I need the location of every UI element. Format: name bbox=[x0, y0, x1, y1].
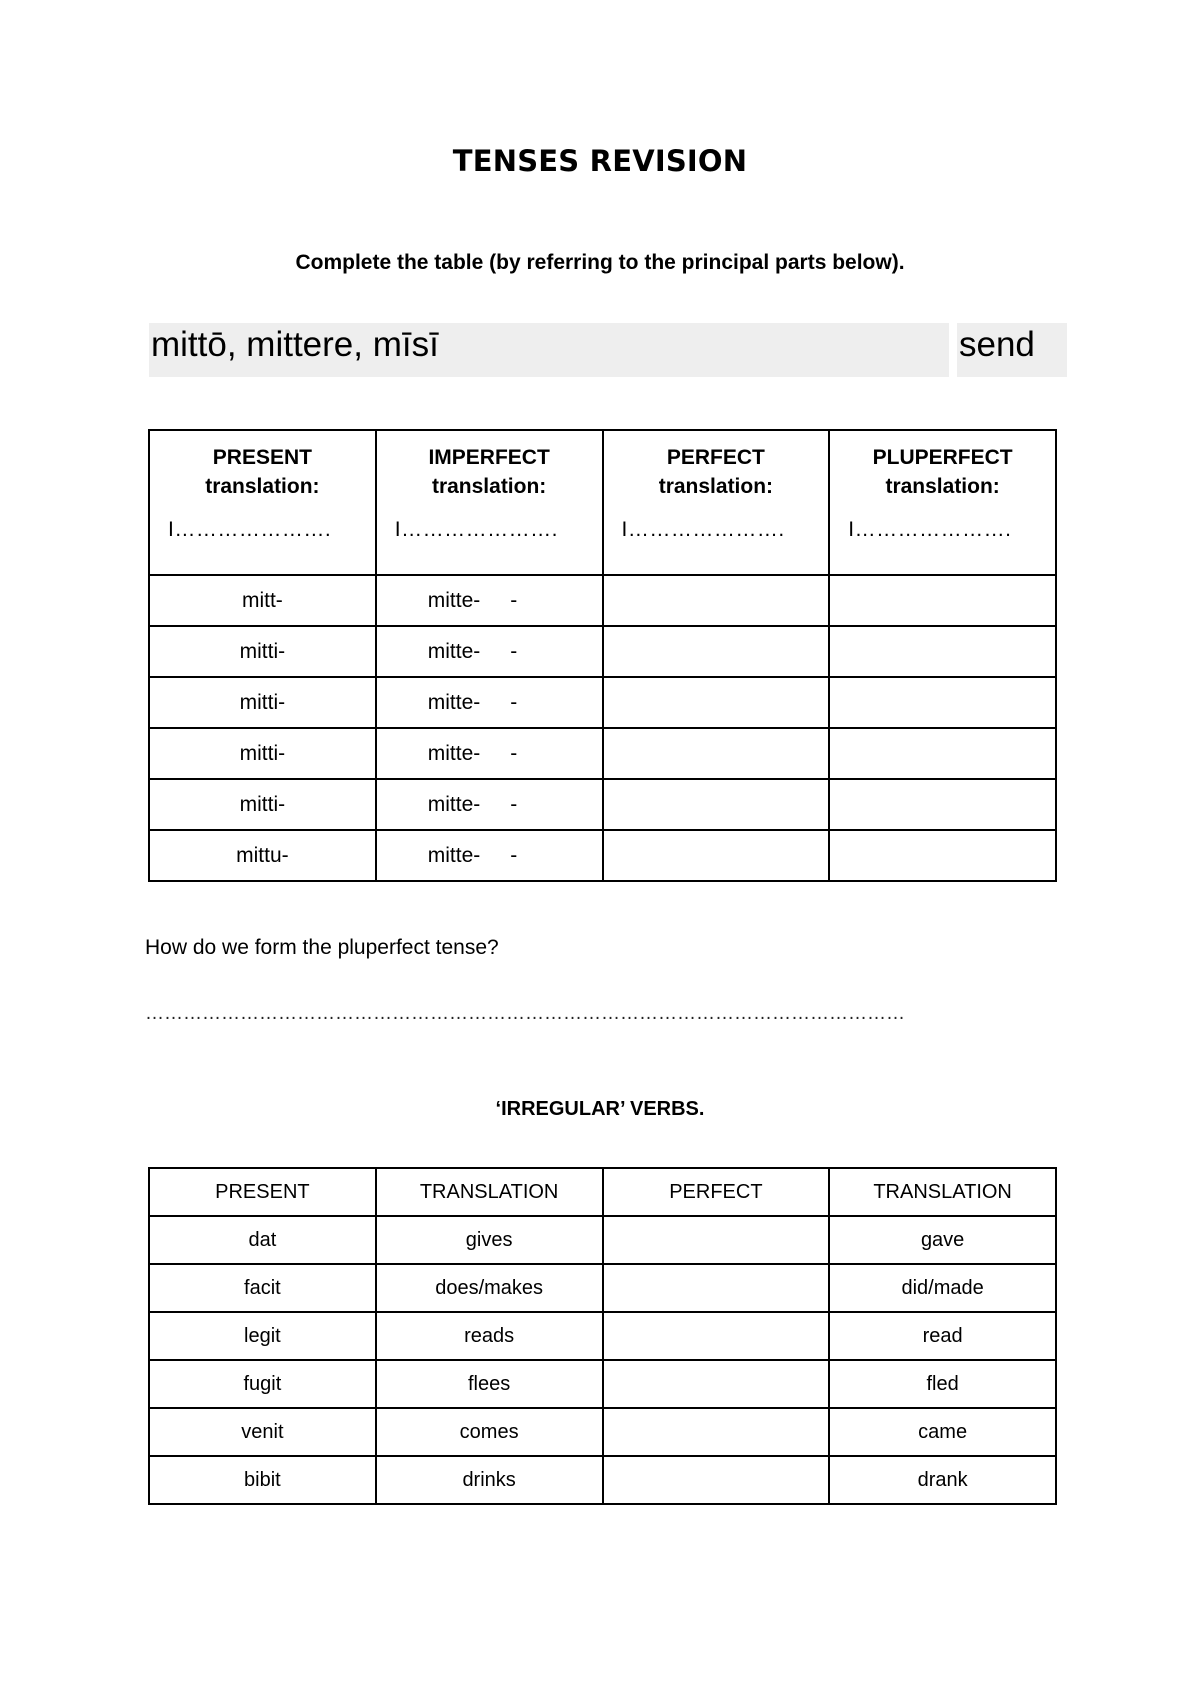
imperfect-stem: mitte- bbox=[427, 843, 481, 867]
present-translation-cell: drinks bbox=[376, 1456, 603, 1504]
perfect-answer-cell[interactable] bbox=[603, 1264, 830, 1312]
table-row bbox=[149, 728, 1056, 779]
perfect-answer-cell[interactable] bbox=[603, 779, 830, 830]
header-translation: TRANSLATION bbox=[829, 1168, 1056, 1216]
ending-blank[interactable]: - bbox=[510, 741, 518, 765]
imperfect-stem: mitte- bbox=[427, 639, 481, 663]
perfect-answer-cell[interactable] bbox=[603, 1216, 830, 1264]
perfect-translation-cell: gave bbox=[829, 1216, 1056, 1264]
header-tense: IMPERFECT bbox=[428, 446, 550, 469]
perfect-translation-cell: drank bbox=[829, 1456, 1056, 1504]
ending-blank[interactable]: - bbox=[510, 843, 518, 867]
table-row bbox=[149, 1264, 1056, 1312]
present-verb-cell: legit bbox=[149, 1312, 376, 1360]
perfect-translation-cell: fled bbox=[829, 1360, 1056, 1408]
ending-blank[interactable]: - bbox=[510, 639, 518, 663]
imperfect-stem: mitte- bbox=[427, 588, 481, 612]
tenses-table-header-row bbox=[149, 430, 1056, 575]
header-label: translation: bbox=[431, 475, 547, 498]
header-perfect: PERFECT bbox=[603, 1168, 830, 1216]
answer-line[interactable]: ………………………………………………………………………………………………………… bbox=[145, 1003, 905, 1024]
header-label: translation: bbox=[885, 475, 1000, 498]
translation-blank[interactable]: I…………………. bbox=[394, 518, 558, 541]
instruction-text: Complete the table (by referring to the principal parts below). bbox=[295, 251, 905, 274]
present-verb-cell: dat bbox=[149, 1216, 376, 1264]
present-stem-cell: mitti- bbox=[149, 779, 376, 830]
pluperfect-answer-cell[interactable] bbox=[829, 575, 1056, 626]
pluperfect-answer-cell[interactable] bbox=[829, 677, 1056, 728]
header-label: translation: bbox=[658, 475, 774, 498]
table-row bbox=[149, 575, 1056, 626]
perfect-answer-cell[interactable] bbox=[603, 677, 830, 728]
table-row bbox=[149, 1360, 1056, 1408]
perfect-answer-cell[interactable] bbox=[603, 830, 830, 881]
header-imperfect bbox=[376, 430, 603, 575]
imperfect-stem: mitte- bbox=[427, 792, 481, 816]
question-text: How do we form the pluperfect tense? bbox=[145, 936, 499, 959]
table-row bbox=[149, 677, 1056, 728]
perfect-translation-cell: did/made bbox=[829, 1264, 1056, 1312]
table-row bbox=[149, 1312, 1056, 1360]
present-verb-cell: fugit bbox=[149, 1360, 376, 1408]
present-verb-cell: facit bbox=[149, 1264, 376, 1312]
perfect-answer-cell[interactable] bbox=[603, 1408, 830, 1456]
perfect-answer-cell[interactable] bbox=[603, 1456, 830, 1504]
irregular-verbs-heading: ‘IRREGULAR’ VERBS. bbox=[495, 1098, 705, 1120]
perfect-translation-cell: came bbox=[829, 1408, 1056, 1456]
principal-parts-box: mittō, mittere, mīsī bbox=[149, 323, 949, 377]
irregular-verbs-table bbox=[148, 1167, 1057, 1505]
header-present bbox=[149, 430, 376, 575]
tenses-table bbox=[148, 429, 1057, 882]
pluperfect-answer-cell[interactable] bbox=[829, 626, 1056, 677]
table-row bbox=[149, 1216, 1056, 1264]
ending-blank[interactable]: - bbox=[510, 792, 518, 816]
table-row bbox=[149, 830, 1056, 881]
header-perfect bbox=[603, 430, 830, 575]
header-tense: PLUPERFECT bbox=[872, 446, 1013, 469]
imperfect-stem: mitte- bbox=[427, 741, 481, 765]
present-stem-cell: mitt- bbox=[149, 575, 376, 626]
perfect-answer-cell[interactable] bbox=[603, 1360, 830, 1408]
present-verb-cell: venit bbox=[149, 1408, 376, 1456]
irregular-table-header-row bbox=[149, 1168, 1056, 1216]
header-label: translation: bbox=[205, 475, 320, 498]
perfect-answer-cell[interactable] bbox=[603, 1312, 830, 1360]
header-translation: TRANSLATION bbox=[376, 1168, 603, 1216]
imperfect-stem-cell bbox=[376, 728, 603, 779]
present-translation-cell: gives bbox=[376, 1216, 603, 1264]
perfect-answer-cell[interactable] bbox=[603, 728, 830, 779]
translation-blank[interactable]: I…………………. bbox=[848, 518, 1012, 541]
page-title: TENSES REVISION bbox=[452, 144, 748, 178]
translation-blank[interactable]: I…………………. bbox=[168, 518, 332, 541]
present-translation-cell: flees bbox=[376, 1360, 603, 1408]
header-pluperfect bbox=[829, 430, 1056, 575]
present-translation-cell: reads bbox=[376, 1312, 603, 1360]
present-stem-cell: mitti- bbox=[149, 728, 376, 779]
present-verb-cell: bibit bbox=[149, 1456, 376, 1504]
table-row bbox=[149, 626, 1056, 677]
table-row bbox=[149, 1456, 1056, 1504]
ending-blank[interactable]: - bbox=[510, 690, 518, 714]
imperfect-stem: mitte- bbox=[427, 690, 481, 714]
imperfect-stem-cell bbox=[376, 830, 603, 881]
imperfect-stem-cell bbox=[376, 626, 603, 677]
present-stem-cell: mitti- bbox=[149, 677, 376, 728]
perfect-answer-cell[interactable] bbox=[603, 575, 830, 626]
principal-parts-meaning: send bbox=[957, 323, 1067, 377]
present-translation-cell: comes bbox=[376, 1408, 603, 1456]
present-translation-cell: does/makes bbox=[376, 1264, 603, 1312]
imperfect-stem-cell bbox=[376, 575, 603, 626]
header-tense: PRESENT bbox=[212, 446, 312, 469]
pluperfect-answer-cell[interactable] bbox=[829, 779, 1056, 830]
perfect-translation-cell: read bbox=[829, 1312, 1056, 1360]
translation-blank[interactable]: I…………………. bbox=[621, 518, 785, 541]
perfect-answer-cell[interactable] bbox=[603, 626, 830, 677]
present-stem-cell: mitti- bbox=[149, 626, 376, 677]
pluperfect-answer-cell[interactable] bbox=[829, 728, 1056, 779]
header-tense: PERFECT bbox=[666, 446, 765, 469]
header-present: PRESENT bbox=[149, 1168, 376, 1216]
ending-blank[interactable]: - bbox=[510, 588, 518, 612]
imperfect-stem-cell bbox=[376, 779, 603, 830]
pluperfect-answer-cell[interactable] bbox=[829, 830, 1056, 881]
table-row bbox=[149, 1408, 1056, 1456]
imperfect-stem-cell bbox=[376, 677, 603, 728]
present-stem-cell: mittu- bbox=[149, 830, 376, 881]
table-row bbox=[149, 779, 1056, 830]
